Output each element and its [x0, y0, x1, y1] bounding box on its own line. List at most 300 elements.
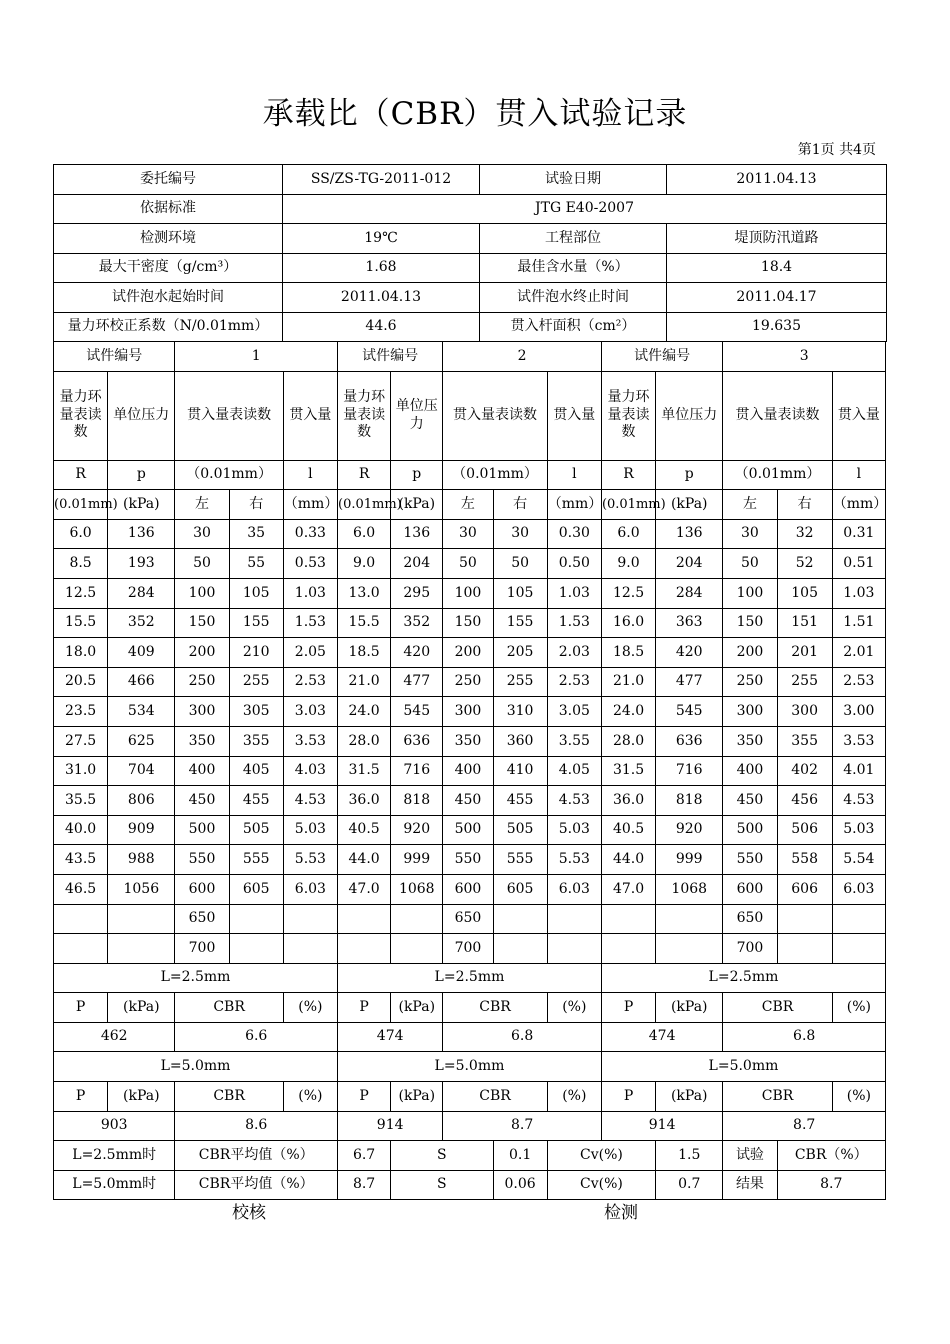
data-cell: 31.5 — [601, 756, 655, 786]
data-cell: 295 — [391, 578, 443, 608]
data-cell: 477 — [391, 667, 443, 697]
info-label: 贯入杆面积（cm²） — [480, 312, 667, 342]
symbol-cell: l — [283, 460, 337, 490]
avg-label: CBR平均值（%） — [175, 1141, 338, 1171]
data-cell: 200 — [443, 638, 493, 668]
data-cell: 8.5 — [54, 549, 108, 579]
data-cell: 284 — [656, 578, 723, 608]
data-cell: 818 — [656, 786, 723, 816]
data-cell — [338, 934, 391, 964]
data-cell: 409 — [108, 638, 175, 668]
data-cell: 605 — [229, 874, 283, 904]
data-cell: 30 — [723, 519, 777, 549]
table-row — [54, 1111, 886, 1141]
data-cell: 1.53 — [283, 608, 337, 638]
data-cell: 606 — [777, 874, 832, 904]
ring-header: 量力环量表读数 — [338, 371, 391, 460]
l50-label: L=5.0mm — [54, 1052, 338, 1082]
data-cell: 300 — [443, 697, 493, 727]
data-cell: 52 — [777, 549, 832, 579]
cbr-value: 8.6 — [175, 1111, 338, 1141]
data-cell: 5.03 — [283, 815, 337, 845]
p-value: 462 — [54, 1022, 175, 1052]
symbol-cell: l — [832, 460, 885, 490]
symbol-cell: p — [656, 460, 723, 490]
data-cell: 28.0 — [601, 726, 655, 756]
data-cell: 6.03 — [832, 874, 885, 904]
info-value: JTG E40-2007 — [283, 194, 887, 224]
data-cell: 2.53 — [547, 667, 601, 697]
data-cell: 550 — [723, 845, 777, 875]
data-cell: 50 — [175, 549, 229, 579]
unit-cell: （mm） — [832, 490, 885, 520]
data-cell: 400 — [443, 756, 493, 786]
p-value: 903 — [54, 1111, 175, 1141]
data-cell — [777, 904, 832, 934]
data-cell — [832, 934, 885, 964]
pct-label: (%) — [832, 993, 885, 1023]
data-cell: 250 — [443, 667, 493, 697]
data-cell: 18.0 — [54, 638, 108, 668]
data-cell: 255 — [777, 667, 832, 697]
data-cell: 28.0 — [338, 726, 391, 756]
data-cell: 46.5 — [54, 874, 108, 904]
data-cell: 155 — [229, 608, 283, 638]
data-cell: 420 — [656, 638, 723, 668]
cbr-label: CBR — [175, 1082, 283, 1112]
data-cell: 150 — [723, 608, 777, 638]
info-row — [54, 224, 887, 254]
pressure-header: 单位压力 — [108, 371, 175, 460]
data-cell: 21.0 — [601, 667, 655, 697]
data-cell: 716 — [656, 756, 723, 786]
data-cell: 21.0 — [338, 667, 391, 697]
ring-header: 量力环量表读数 — [54, 371, 108, 460]
s-label: S — [391, 1141, 493, 1171]
data-cell: 3.53 — [283, 726, 337, 756]
kpa-label: (kPa) — [108, 1082, 175, 1112]
l50-label: L=5.0mm — [338, 1052, 602, 1082]
data-cell: 20.5 — [54, 667, 108, 697]
data-cell: 650 — [175, 904, 229, 934]
data-cell: 4.01 — [832, 756, 885, 786]
test-signature-label: 检测 — [604, 1203, 638, 1223]
info-value: 18.4 — [667, 253, 887, 283]
data-cell: 405 — [229, 756, 283, 786]
data-cell: 920 — [656, 815, 723, 845]
info-value: 2011.04.13 — [283, 283, 480, 313]
data-cell: 40.0 — [54, 815, 108, 845]
data-cell: 0.53 — [283, 549, 337, 579]
data-cell: 16.0 — [601, 608, 655, 638]
data-cell: 456 — [777, 786, 832, 816]
table-row — [54, 578, 886, 608]
l50-label: L=5.0mm — [601, 1052, 885, 1082]
data-cell: 700 — [175, 934, 229, 964]
data-cell: 12.5 — [54, 578, 108, 608]
penetration-header: 贯入量 — [547, 371, 601, 460]
data-cell — [832, 904, 885, 934]
data-cell: 3.03 — [283, 697, 337, 727]
cv-label: Cv(%) — [547, 1170, 655, 1200]
cbr-value: 8.7 — [723, 1111, 886, 1141]
data-cell: 9.0 — [338, 549, 391, 579]
info-label: 试件泡水终止时间 — [480, 283, 667, 313]
data-cell: 47.0 — [601, 874, 655, 904]
symbol-cell: R — [54, 460, 108, 490]
p-label: P — [601, 1082, 655, 1112]
data-cell: 5.53 — [547, 845, 601, 875]
data-cell: 15.5 — [54, 608, 108, 638]
data-cell — [601, 904, 655, 934]
data-cell: 505 — [493, 815, 547, 845]
data-cell: 255 — [229, 667, 283, 697]
specimen-id: 2 — [443, 342, 602, 372]
info-label: 委托编号 — [54, 165, 283, 195]
data-cell — [493, 934, 547, 964]
symbol-cell: R — [601, 460, 655, 490]
data-cell: 555 — [229, 845, 283, 875]
info-row — [54, 194, 887, 224]
data-cell: 30 — [443, 519, 493, 549]
data-cell — [338, 904, 391, 934]
data-cell: 6.0 — [338, 519, 391, 549]
p-label: P — [338, 1082, 391, 1112]
data-cell: 988 — [108, 845, 175, 875]
data-cell — [108, 904, 175, 934]
info-row — [54, 165, 887, 195]
data-cell — [229, 904, 283, 934]
table-row — [54, 1022, 886, 1052]
data-cell: 105 — [229, 578, 283, 608]
data-cell: 1068 — [391, 874, 443, 904]
data-cell: 105 — [493, 578, 547, 608]
data-cell: 35 — [229, 519, 283, 549]
cbr-label: CBR — [443, 1082, 547, 1112]
data-cell: 200 — [175, 638, 229, 668]
data-cell: 2.01 — [832, 638, 885, 668]
table-row — [54, 460, 886, 490]
pct-label: (%) — [283, 993, 337, 1023]
table-row — [54, 1170, 886, 1200]
symbol-cell: R — [338, 460, 391, 490]
data-cell: 350 — [175, 726, 229, 756]
data-cell: 545 — [656, 697, 723, 727]
data-cell: 818 — [391, 786, 443, 816]
data-cell: 32 — [777, 519, 832, 549]
info-row — [54, 283, 887, 313]
reading-header: 贯入量表读数 — [443, 371, 547, 460]
table-row — [54, 934, 886, 964]
data-cell: 24.0 — [601, 697, 655, 727]
kpa-label: (kPa) — [656, 993, 723, 1023]
symbol-cell: p — [391, 460, 443, 490]
data-cell — [601, 934, 655, 964]
table-row — [54, 1141, 886, 1171]
data-cell: 350 — [723, 726, 777, 756]
data-cell: 284 — [108, 578, 175, 608]
info-label: 量力环校正系数（N/0.01mm） — [54, 312, 283, 342]
data-cell: 31.5 — [338, 756, 391, 786]
data-cell: 6.0 — [601, 519, 655, 549]
data-cell: 193 — [108, 549, 175, 579]
pressure-header: 单位压力 — [391, 371, 443, 460]
data-cell: 36.0 — [601, 786, 655, 816]
data-cell: 44.0 — [338, 845, 391, 875]
data-cell: 704 — [108, 756, 175, 786]
data-cell: 4.03 — [283, 756, 337, 786]
data-cell: 1.03 — [547, 578, 601, 608]
info-table — [53, 164, 887, 342]
pct-label: (%) — [547, 1082, 601, 1112]
kpa-label: (kPa) — [391, 1082, 443, 1112]
data-cell: 201 — [777, 638, 832, 668]
unit-cell: 右 — [777, 490, 832, 520]
p-value: 914 — [601, 1111, 722, 1141]
data-cell: 36.0 — [338, 786, 391, 816]
data-cell: 600 — [443, 874, 493, 904]
data-cell: 0.33 — [283, 519, 337, 549]
specimen-id: 1 — [175, 342, 338, 372]
data-cell: 400 — [723, 756, 777, 786]
info-label: 试验日期 — [480, 165, 667, 195]
data-cell: 12.5 — [601, 578, 655, 608]
data-cell: 27.5 — [54, 726, 108, 756]
data-cell: 550 — [443, 845, 493, 875]
data-cell: 999 — [391, 845, 443, 875]
data-cell: 352 — [108, 608, 175, 638]
data-cell: 55 — [229, 549, 283, 579]
data-cell: 300 — [777, 697, 832, 727]
data-cell: 605 — [493, 874, 547, 904]
page-number: 第1页 共4页 — [797, 142, 876, 158]
data-cell: 355 — [229, 726, 283, 756]
data-cell: 50 — [723, 549, 777, 579]
data-cell: 2.03 — [547, 638, 601, 668]
data-cell: 50 — [443, 549, 493, 579]
symbol-cell: p — [108, 460, 175, 490]
data-cell: 550 — [175, 845, 229, 875]
data-cell: 450 — [175, 786, 229, 816]
data-cell: 500 — [175, 815, 229, 845]
data-cell — [54, 904, 108, 934]
symbol-cell: （0.01mm） — [443, 460, 547, 490]
data-cell: 4.05 — [547, 756, 601, 786]
cbr-label: CBR — [723, 1082, 832, 1112]
data-cell — [391, 904, 443, 934]
cbr-label: CBR — [443, 993, 547, 1023]
data-cell: 920 — [391, 815, 443, 845]
data-cell: 5.54 — [832, 845, 885, 875]
unit-cell: (0.01mm) — [338, 490, 391, 520]
data-cell: 24.0 — [338, 697, 391, 727]
data-cell: 305 — [229, 697, 283, 727]
data-cell: 200 — [723, 638, 777, 668]
data-cell — [777, 934, 832, 964]
data-cell: 30 — [175, 519, 229, 549]
data-cell — [547, 904, 601, 934]
unit-cell: (kPa) — [391, 490, 443, 520]
data-cell: 50 — [493, 549, 547, 579]
data-cell — [391, 934, 443, 964]
data-cell: 204 — [391, 549, 443, 579]
data-cell: 205 — [493, 638, 547, 668]
data-cell: 100 — [443, 578, 493, 608]
data-cell: 1.51 — [832, 608, 885, 638]
data-cell: 0.50 — [547, 549, 601, 579]
data-cell: 450 — [723, 786, 777, 816]
data-cell: 455 — [229, 786, 283, 816]
cbr-result: 8.7 — [777, 1170, 885, 1200]
penetration-header: 贯入量 — [832, 371, 885, 460]
unit-cell: （mm） — [283, 490, 337, 520]
data-cell — [108, 934, 175, 964]
unit-cell: （mm） — [547, 490, 601, 520]
unit-cell: 右 — [493, 490, 547, 520]
info-value: 44.6 — [283, 312, 480, 342]
reading-header: 贯入量表读数 — [723, 371, 832, 460]
data-cell: 650 — [723, 904, 777, 934]
data-cell: 155 — [493, 608, 547, 638]
p-label: P — [54, 1082, 108, 1112]
table-row — [54, 342, 886, 372]
table-row — [54, 726, 886, 756]
pressure-header: 单位压力 — [656, 371, 723, 460]
l25-label: L=2.5mm — [338, 963, 602, 993]
unit-cell: (0.01mm) — [54, 490, 108, 520]
avg-value: 6.7 — [338, 1141, 391, 1171]
table-row — [54, 519, 886, 549]
summary-label: L=5.0mm时 — [54, 1170, 175, 1200]
data-cell: 40.5 — [601, 815, 655, 845]
data-cell: 3.55 — [547, 726, 601, 756]
table-row — [54, 874, 886, 904]
data-cell: 151 — [777, 608, 832, 638]
kpa-label: (kPa) — [391, 993, 443, 1023]
specimen-label: 试件编号 — [54, 342, 175, 372]
data-cell: 15.5 — [338, 608, 391, 638]
table-row — [54, 963, 886, 993]
info-row — [54, 253, 887, 283]
info-value: SS/ZS-TG-2011-012 — [283, 165, 480, 195]
reading-header: 贯入量表读数 — [175, 371, 283, 460]
specimen-label: 试件编号 — [338, 342, 443, 372]
p-value: 474 — [338, 1022, 443, 1052]
data-cell: 600 — [175, 874, 229, 904]
pct-label: (%) — [283, 1082, 337, 1112]
data-cell: 30 — [493, 519, 547, 549]
data-cell: 420 — [391, 638, 443, 668]
data-cell: 0.51 — [832, 549, 885, 579]
l25-label: L=2.5mm — [54, 963, 338, 993]
cbr-value: 6.8 — [723, 1022, 886, 1052]
data-cell — [656, 904, 723, 934]
data-cell: 534 — [108, 697, 175, 727]
l25-label: L=2.5mm — [601, 963, 885, 993]
table-row — [54, 549, 886, 579]
data-cell: 545 — [391, 697, 443, 727]
kpa-label: (kPa) — [108, 993, 175, 1023]
data-cell: 210 — [229, 638, 283, 668]
data-cell: 2.53 — [832, 667, 885, 697]
data-cell: 350 — [443, 726, 493, 756]
data-cell: 402 — [777, 756, 832, 786]
ring-header: 量力环量表读数 — [601, 371, 655, 460]
table-row — [54, 608, 886, 638]
data-cell: 600 — [723, 874, 777, 904]
table-row — [54, 1082, 886, 1112]
data-cell: 40.5 — [338, 815, 391, 845]
data-cell — [283, 934, 337, 964]
info-label: 依据标准 — [54, 194, 283, 224]
table-row — [54, 845, 886, 875]
data-cell: 806 — [108, 786, 175, 816]
info-row — [54, 312, 887, 342]
info-value: 19.635 — [667, 312, 887, 342]
data-cell: 716 — [391, 756, 443, 786]
data-cell: 3.53 — [832, 726, 885, 756]
data-cell: 18.5 — [338, 638, 391, 668]
info-value: 19℃ — [283, 224, 480, 254]
data-cell: 636 — [391, 726, 443, 756]
data-cell: 47.0 — [338, 874, 391, 904]
table-row — [54, 490, 886, 520]
symbol-cell: （0.01mm） — [175, 460, 283, 490]
table-row — [54, 756, 886, 786]
unit-cell: (kPa) — [108, 490, 175, 520]
p-label: P — [54, 993, 108, 1023]
data-cell: 23.5 — [54, 697, 108, 727]
summary-label: L=2.5mm时 — [54, 1141, 175, 1171]
test-label: 试验 — [723, 1141, 777, 1171]
unit-cell: 左 — [175, 490, 229, 520]
s-value: 0.06 — [493, 1170, 547, 1200]
table-row — [54, 638, 886, 668]
data-cell: 1056 — [108, 874, 175, 904]
table-row — [54, 371, 886, 460]
data-cell: 150 — [175, 608, 229, 638]
data-cell: 100 — [175, 578, 229, 608]
p-label: P — [338, 993, 391, 1023]
data-cell: 700 — [443, 934, 493, 964]
data-cell: 1068 — [656, 874, 723, 904]
table-row — [54, 904, 886, 934]
data-cell: 136 — [391, 519, 443, 549]
table-row — [54, 1052, 886, 1082]
kpa-label: (kPa) — [656, 1082, 723, 1112]
p-label: P — [601, 993, 655, 1023]
cbr-label: CBR — [175, 993, 283, 1023]
check-signature-label: 校核 — [232, 1203, 266, 1223]
data-cell — [547, 934, 601, 964]
data-cell: 3.05 — [547, 697, 601, 727]
penetration-table — [53, 341, 886, 1200]
info-label: 检测环境 — [54, 224, 283, 254]
data-cell: 400 — [175, 756, 229, 786]
data-cell: 31.0 — [54, 756, 108, 786]
data-cell: 0.30 — [547, 519, 601, 549]
data-cell: 355 — [777, 726, 832, 756]
penetration-header: 贯入量 — [283, 371, 337, 460]
data-cell: 6.0 — [54, 519, 108, 549]
data-cell — [54, 934, 108, 964]
data-cell: 410 — [493, 756, 547, 786]
pct-label: (%) — [547, 993, 601, 1023]
data-cell: 250 — [723, 667, 777, 697]
data-cell: 43.5 — [54, 845, 108, 875]
data-cell: 450 — [443, 786, 493, 816]
pct-label: (%) — [832, 1082, 885, 1112]
